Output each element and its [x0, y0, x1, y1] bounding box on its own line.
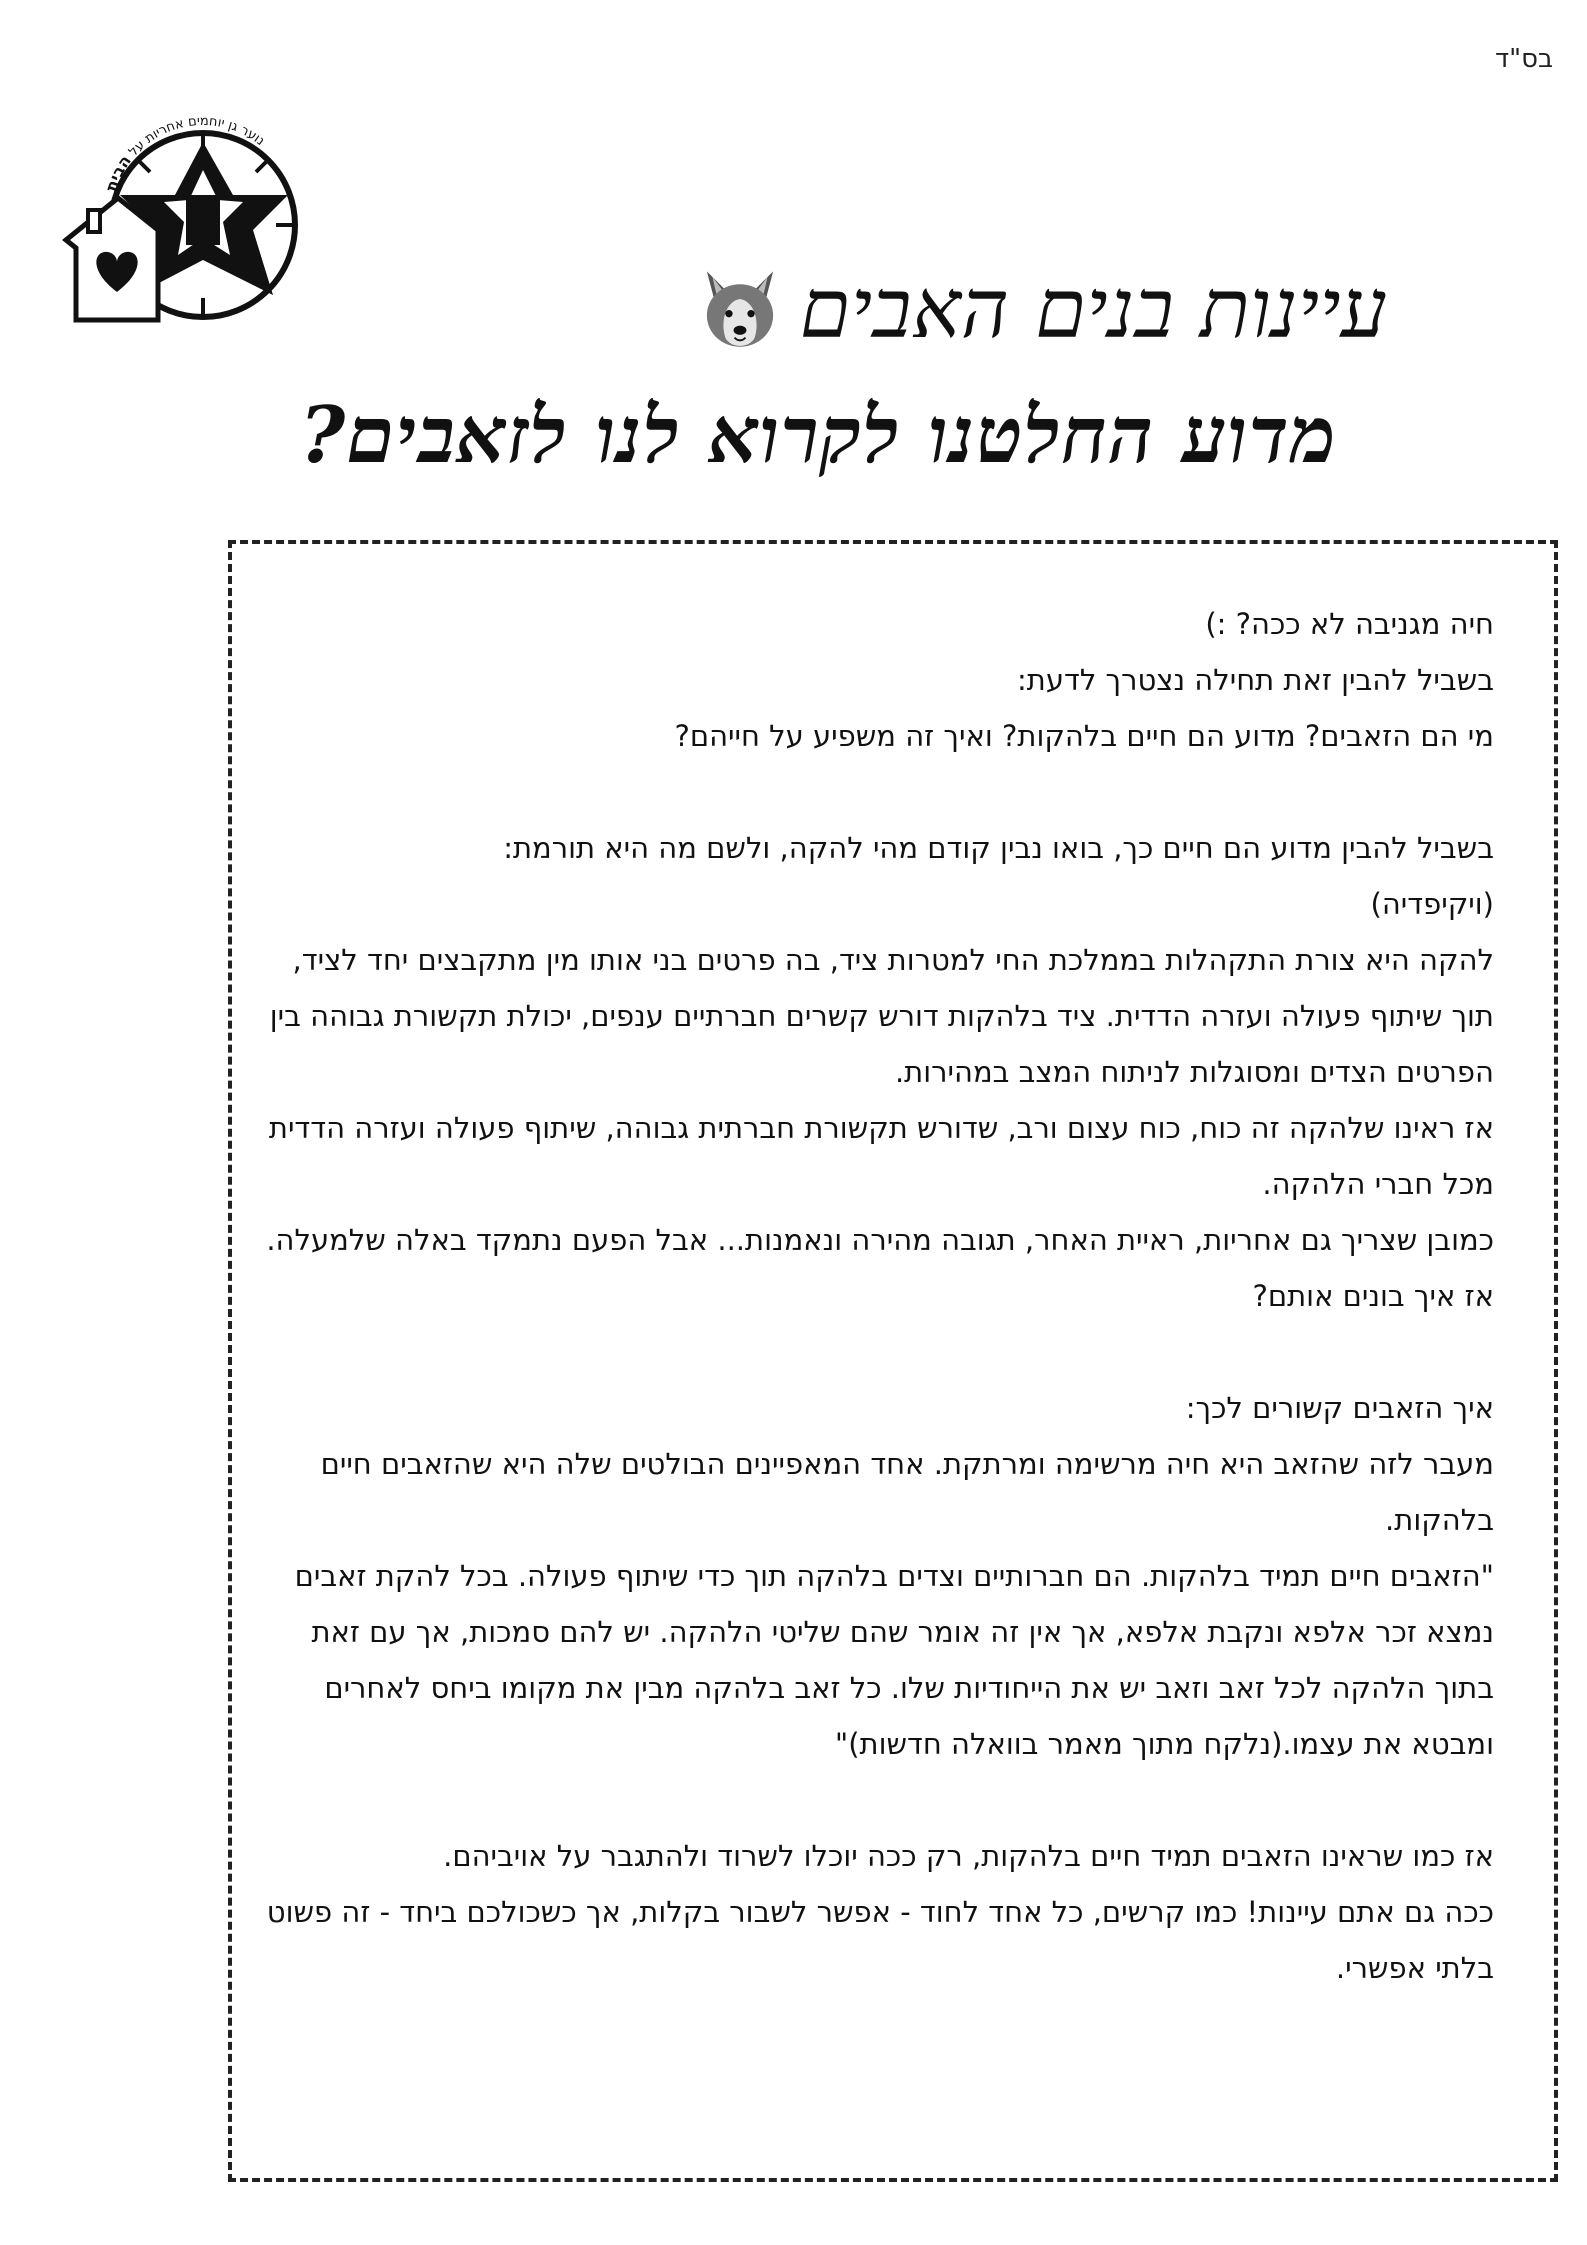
- content-frame: [228, 540, 1558, 2182]
- paragraph: ככה גם אתם עיינות! כמו קרשים, כל אחד לחוד - אפשר לשבור בקלות, אך כשכולכם ביחד - זה פשוט בלתי אפשרי.: [266, 1895, 1494, 1985]
- paragraph: מי הם הזאבים? מדוע הם חיים בלהקות? ואיך זה משפיע על חייהם?: [674, 719, 1494, 753]
- paragraph: בשביל להבין זאת תחילה נצטרך לדעת:: [1017, 663, 1494, 697]
- paragraph: חיה מגניבה לא ככה? :): [1205, 607, 1494, 641]
- wolf-face-icon: [694, 264, 786, 356]
- title-text: עיינות בנים האבים: [799, 262, 1387, 357]
- paragraph: להקה היא צורת התקהלות בממלכת החי למטרות ציד, בה פרטים בני אותו מין מתקבצים יחד לציד, תוך שיתוף פעולה ועזרה הדדית. ציד בלהקות דורש קשרים חברתיים ענפים, יכולת תקשורת גבוהה בין הפרטים הצדים ומסוגלות לניתוח המצב במהירות.: [269, 943, 1494, 1089]
- logo-arc-text-bold: הבית: [101, 151, 135, 194]
- paragraph: אז כמו שראינו הזאבים תמיד חיים בלהקות, רק ככה יוכלו לשרוד ולהתגבר על אויביהם.: [443, 1839, 1494, 1873]
- paragraph: איך הזאבים קשורים לכך:: [1185, 1391, 1494, 1425]
- spacer: [264, 1772, 1494, 1828]
- paragraph: "הזאבים חיים תמיד בלהקות. הם חברותיים וצדים בלהקה תוך כדי שיתוף פעולה. בכל להקת זאבים נמצא זכר אלפא ונקבת אלפא, אך אין זה אומר שהם שליטי הלהקה. יש להם סמכות, אך עם זאת בתוך הלהקה לכל זאב וזאב יש את הייחודיות שלו. כל זאב בלהקה מבין את מקומו ביחס לאחרים ומבטא את עצמו.(נלקח מתוך מאמר בוואלה חדשות)": [294, 1559, 1494, 1761]
- organization-logo: [58, 70, 348, 340]
- bsd-mark: בס"ד: [1494, 44, 1553, 74]
- paragraph: בשביל להבין מדוע הם חיים כך, בואו נבין קודם מהי להקה, ולשם מה היא תורמת:: [503, 831, 1494, 865]
- paragraph: אז איך בונים אותם?: [1252, 1279, 1494, 1313]
- spacer: [264, 1324, 1494, 1380]
- title-line-1: [694, 262, 1388, 357]
- paragraph: כמובן שצריך גם אחריות, ראיית האחר, תגובה מהירה ונאמנות... אבל הפעם נתמקד באלה שלמעלה.: [266, 1223, 1494, 1257]
- paragraph: מעבר לזה שהזאב היא חיה מרשימה ומרתקת. אחד המאפיינים הבולטים שלה היא שהזאבים חיים בלהקות.: [320, 1447, 1494, 1537]
- spacer: [264, 764, 1494, 820]
- paragraph: (ויקיפדיה): [1370, 887, 1494, 921]
- content-body: [264, 596, 1494, 1996]
- logo-arc-text: נוער גן יוחמים אחריות על: [126, 113, 268, 160]
- paragraph: אז ראינו שלהקה זה כוח, כוח עצום ורב, שדורש תקשורת חברתית גבוהה, שיתוף פעולה ועזרה הדדית מכל חברי הלהקה.: [268, 1111, 1494, 1201]
- title-line-2: מדוע החלטנו לקרוא לנו לזאבים?: [299, 390, 1337, 481]
